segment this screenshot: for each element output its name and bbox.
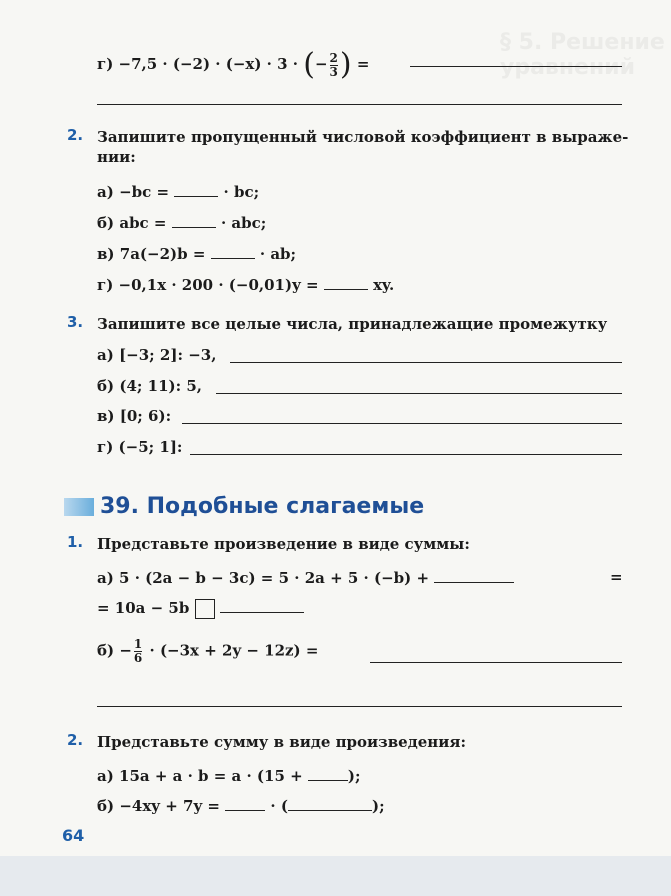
ghost-header: § 5. Решение уравнений bbox=[500, 30, 665, 80]
answer-line[interactable] bbox=[410, 66, 622, 67]
list-item: а) [−3; 2]: −3, bbox=[97, 346, 217, 364]
list-item: в) 7a(−2)b = · ab; bbox=[97, 245, 297, 263]
task-number: 3. bbox=[67, 313, 84, 331]
answer-blank[interactable] bbox=[288, 796, 372, 811]
answer-blank[interactable] bbox=[211, 244, 255, 259]
list-item: а) 5 · (2a − b − 3c) = 5 · 2a + 5 · (−b) + bbox=[97, 568, 514, 587]
list-item: = 10a − 5b bbox=[97, 598, 304, 619]
answer-line[interactable] bbox=[370, 662, 622, 663]
answer-line[interactable] bbox=[182, 423, 622, 424]
answer-blank[interactable] bbox=[220, 598, 304, 613]
list-item: б) − $\frac{1}{6}$ · (−3x + 2y − 12z) = bbox=[97, 637, 319, 665]
answer-blank[interactable] bbox=[324, 275, 368, 290]
answer-blank[interactable] bbox=[308, 766, 348, 781]
list-item: а) 15a + a · b = a · (15 + ); bbox=[97, 767, 361, 785]
answer-line[interactable] bbox=[97, 104, 622, 105]
page-number: 64 bbox=[62, 826, 85, 845]
list-item: а) −bc = · bc; bbox=[97, 183, 260, 201]
task-number: 2. bbox=[67, 731, 84, 749]
task-number: 1. bbox=[67, 533, 84, 551]
list-item: в) [0; 6): bbox=[97, 407, 172, 425]
task-number: 2. bbox=[67, 126, 84, 144]
sign-box[interactable] bbox=[195, 599, 215, 619]
list-item: г) (−5; 1]: bbox=[97, 438, 183, 456]
footer-strip bbox=[0, 856, 671, 896]
list-item: б) −4xy + 7y = · ( ); bbox=[97, 797, 385, 815]
task-text: Представьте произведение в виде суммы: bbox=[97, 535, 470, 553]
fraction: $\frac{1}{6}$ bbox=[133, 637, 143, 665]
answer-blank[interactable] bbox=[174, 182, 218, 197]
answer-line[interactable] bbox=[190, 454, 622, 455]
answer-blank[interactable] bbox=[172, 213, 216, 228]
task-text: Представьте сумму в виде произведения: bbox=[97, 733, 466, 751]
answer-line[interactable] bbox=[216, 393, 622, 394]
task-text: Запишите все целые числа, принадлежащие промежутку bbox=[97, 315, 608, 333]
list-item: б) abc = · abc; bbox=[97, 214, 267, 232]
answer-blank[interactable] bbox=[434, 568, 514, 583]
answer-blank[interactable] bbox=[225, 796, 265, 811]
task-text: нии: bbox=[97, 148, 136, 166]
list-item: г) −0,1x · 200 · (−0,01)y = xy. bbox=[97, 276, 395, 294]
section-marker bbox=[64, 498, 94, 516]
frac-sign: − bbox=[314, 55, 328, 73]
top-problem: г) −7,5 · (−2) · (−x) · 3 · (− $\frac{2}{3}$ ) = bbox=[97, 47, 370, 82]
fraction: $\frac{2}{3}$ bbox=[329, 50, 338, 79]
top-problem-expr: −7,5 · (−2) · (−x) · 3 · bbox=[118, 55, 298, 73]
list-item: б) (4; 11): 5, bbox=[97, 377, 203, 395]
task-text: Запишите пропущенный числовой коэффициент в выраже- bbox=[97, 128, 629, 146]
equals-sign: = bbox=[610, 568, 623, 586]
top-problem-label: г) bbox=[97, 55, 114, 73]
answer-line[interactable] bbox=[97, 706, 622, 707]
top-problem-equals: = bbox=[356, 55, 370, 73]
section-title: 39. Подобные слагаемые bbox=[100, 494, 425, 519]
answer-line[interactable] bbox=[230, 362, 622, 363]
